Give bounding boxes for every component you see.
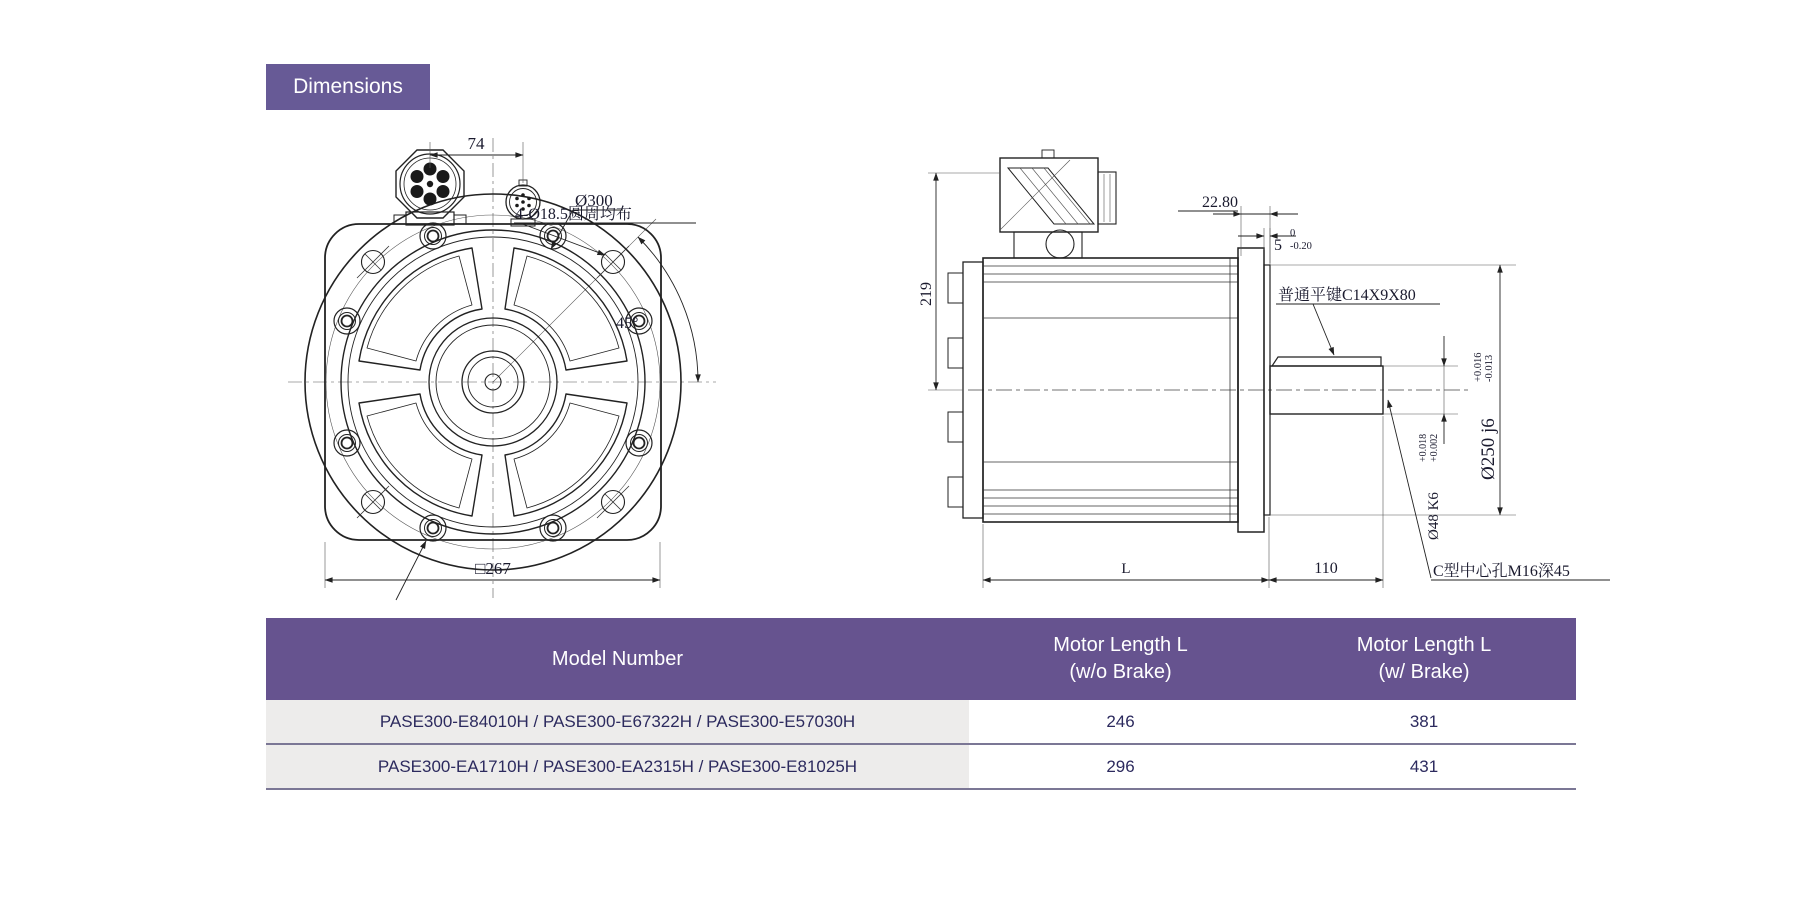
spigot-tol-upper: +0.016: [1473, 352, 1484, 382]
dim-5-tol-lower: -0.20: [1290, 241, 1312, 252]
column-header-length-wo-brake: Motor Length L (w/o Brake): [1053, 634, 1188, 683]
length-w-brake-cell: 431: [1272, 745, 1576, 788]
table-row: [266, 700, 1576, 745]
front-dim-square: [325, 541, 660, 600]
dimensions-table: [266, 618, 1576, 790]
side-dim-shaft: [1383, 336, 1458, 540]
dim-74-label: 74: [467, 134, 485, 153]
dim-L-label: L: [1121, 561, 1131, 577]
dim-holes-label: 4-Ø18.5圆周均布: [515, 206, 632, 223]
dim-5-tol-upper: 0: [1290, 228, 1296, 239]
length-w-brake-cell: 381: [1272, 700, 1576, 743]
length-wo-brake-cell: 246: [969, 700, 1272, 743]
center-hole-text: C型中心孔M16深45: [1433, 563, 1570, 580]
shaft-tol-lower: +0.002: [1429, 433, 1440, 462]
page-title: Dimensions: [266, 64, 430, 110]
dim-219-label: 219: [918, 282, 935, 306]
key-label-text: 普通平键C14X9X80: [1278, 287, 1416, 304]
column-header-model: Model Number: [551, 647, 684, 670]
spigot-dia-label: Ø250 j6: [1478, 418, 1499, 480]
model-cell: PASE300-E84010H / PASE300-E67322H / PASE300-E57030H: [266, 700, 969, 743]
front-view-drawing: [268, 128, 748, 608]
dim-2280-label: 22.80: [1202, 194, 1238, 211]
side-dim-110: [1269, 416, 1383, 588]
side-dim-L: [983, 517, 1269, 588]
dim-5-label: 5: [1274, 237, 1282, 254]
dim-110-label: 110: [1314, 560, 1338, 577]
dim-square-label: □267: [475, 559, 511, 578]
spigot-tol-lower: -0.013: [1484, 354, 1495, 382]
dim-d300-label: Ø300: [575, 191, 613, 210]
table-header-row: [266, 618, 1576, 700]
length-wo-brake-cell: 296: [969, 745, 1272, 788]
terminal-box: [1000, 150, 1116, 258]
side-key-label: [1276, 286, 1440, 355]
side-center-hole-label: [1388, 400, 1610, 580]
shaft-dia-label: Ø48 K6: [1426, 492, 1442, 540]
shaft-key: [1272, 357, 1381, 366]
shaft-tol-upper: +0.018: [1418, 433, 1429, 462]
side-dim-5: [1238, 228, 1312, 265]
side-view-drawing: [848, 128, 1618, 628]
model-cell: PASE300-EA1710H / PASE300-EA2315H / PASE300-E81025H: [266, 745, 969, 788]
table-row: [266, 745, 1576, 790]
dim-45-label: 45°: [616, 315, 639, 332]
column-header-length-w-brake: Motor Length L (w/ Brake): [1356, 634, 1492, 683]
front-dim-45: [616, 237, 698, 382]
side-dim-219: [918, 173, 1000, 390]
